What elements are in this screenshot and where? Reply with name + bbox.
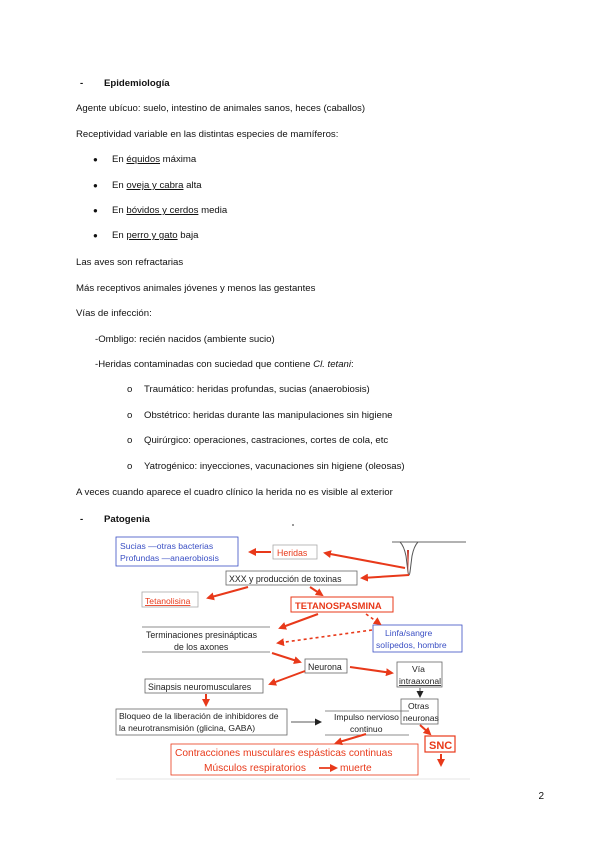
xxx-label: XXX y producción de toxinas xyxy=(229,574,342,584)
terminaciones-label-2: de los axones xyxy=(174,642,229,652)
list-item: En oveja y cabra alta xyxy=(112,180,202,191)
otras-node xyxy=(401,699,439,724)
heading-dash: - xyxy=(80,514,84,525)
heading-text: Epidemiología xyxy=(104,78,170,89)
list-item: Yatrogénico: inyecciones, vacunaciones sin higiene (oleosas) xyxy=(144,461,405,472)
bullet-icon: ● xyxy=(93,206,98,215)
sucias-label: Sucias —otras bacterias xyxy=(120,541,214,551)
paragraph-aveces: A veces cuando aparece el cuadro clínico la herida no es visible al exterior xyxy=(76,487,393,498)
impulso-label-1: Impulso nervioso xyxy=(334,712,399,722)
musculos-label: Músculos respiratorios xyxy=(204,763,306,774)
linfa-node xyxy=(373,625,462,652)
otras-label-2: neuronas xyxy=(403,713,439,723)
heridas-node xyxy=(273,545,317,559)
bullet-icon: ● xyxy=(93,181,98,190)
neurona-node xyxy=(305,659,347,673)
bloqueo-label-2: la neurotransmisión (glicina, GABA) xyxy=(119,723,256,733)
tetanospasmina-node xyxy=(291,597,393,612)
linfa-label-2: solípedos, hombre xyxy=(376,640,447,650)
profundas-label: Profundas —anaerobiosis xyxy=(120,553,219,563)
species-name: bóvidos y cerdos xyxy=(126,205,199,216)
list-item: Obstétrico: heridas durante las manipulaciones sin higiene xyxy=(144,410,393,421)
otras-label-1: Otras xyxy=(408,701,430,711)
paragraph-heridas: -Heridas contaminadas con suciedad que contiene Cl. tetani: xyxy=(95,359,354,370)
paragraph-agente: Agente ubícuo: suelo, intestino de animales sanos, heces (caballos) xyxy=(76,103,366,114)
list-item: En équidos máxima xyxy=(112,154,197,165)
circle-bullet-icon: o xyxy=(127,435,133,446)
contracciones-label: Contracciones musculares espásticas continuas xyxy=(175,748,393,759)
list-item: En perro y gato baja xyxy=(112,230,199,241)
impulso-node xyxy=(325,711,409,735)
via-label-2: intraaxonal xyxy=(399,676,442,686)
sucias-profundas-box xyxy=(116,537,238,566)
neurona-label: Neurona xyxy=(308,662,342,672)
page-number: 2 xyxy=(538,791,544,802)
bullet-icon: ● xyxy=(93,155,98,164)
list-item: En bóvidos y cerdos media xyxy=(112,205,228,216)
tetanolisina-node xyxy=(142,592,198,607)
paragraph-ombligo: -Ombligo: recién nacidos (ambiente sucio) xyxy=(95,334,275,345)
circle-bullet-icon: o xyxy=(127,384,133,395)
impulso-label-2: continuo xyxy=(350,724,383,734)
linfa-label-1: Linfa/sangre xyxy=(385,628,433,638)
snc-node xyxy=(425,736,455,752)
bloqueo-node xyxy=(116,709,287,735)
snc-label: SNC xyxy=(429,740,453,752)
muerte-label: muerte xyxy=(340,763,372,774)
heridas-label: Heridas xyxy=(277,548,308,558)
list-item: Traumático: heridas profundas, sucias (anaerobiosis) xyxy=(144,384,370,395)
terminaciones-node xyxy=(142,627,270,652)
xxx-node xyxy=(226,571,357,585)
sinapsis-label: Sinapsis neuromusculares xyxy=(148,682,252,692)
via-node xyxy=(397,662,442,687)
species-name: équidos xyxy=(126,154,161,165)
bloqueo-label-1: Bloqueo de la liberación de inhibidores de xyxy=(119,711,279,721)
paragraph-jovenes: Más receptivos animales jóvenes y menos las gestantes xyxy=(76,283,316,294)
species-name: perro y gato xyxy=(126,230,178,241)
species-name: oveja y cabra xyxy=(126,180,184,191)
paragraph-receptividad: Receptividad variable en las distintas especies de mamíferos: xyxy=(76,129,339,140)
circle-bullet-icon: o xyxy=(127,410,133,421)
tetanolisina-label: Tetanolisina xyxy=(145,596,191,606)
list-item: Quirúrgico: operaciones, castraciones, cortes de cola, etc xyxy=(144,435,389,446)
via-label-1: Vía xyxy=(412,664,425,674)
contracciones-node xyxy=(171,744,418,775)
heading-text: Patogenia xyxy=(104,514,150,525)
paragraph-vias: Vías de infección: xyxy=(76,308,152,319)
circle-bullet-icon: o xyxy=(127,461,133,472)
heading-dash: - xyxy=(80,78,84,89)
bullet-icon: ● xyxy=(93,231,98,240)
wound-illustration xyxy=(292,525,466,576)
paragraph-aves: Las aves son refractarias xyxy=(76,257,184,268)
tetanospasmina-label: TETANOSPASMINA xyxy=(295,600,382,611)
terminaciones-label-1: Terminaciones presinápticas xyxy=(146,630,257,640)
species-italic: Cl. tetani xyxy=(313,359,352,370)
sinapsis-node xyxy=(145,679,263,693)
